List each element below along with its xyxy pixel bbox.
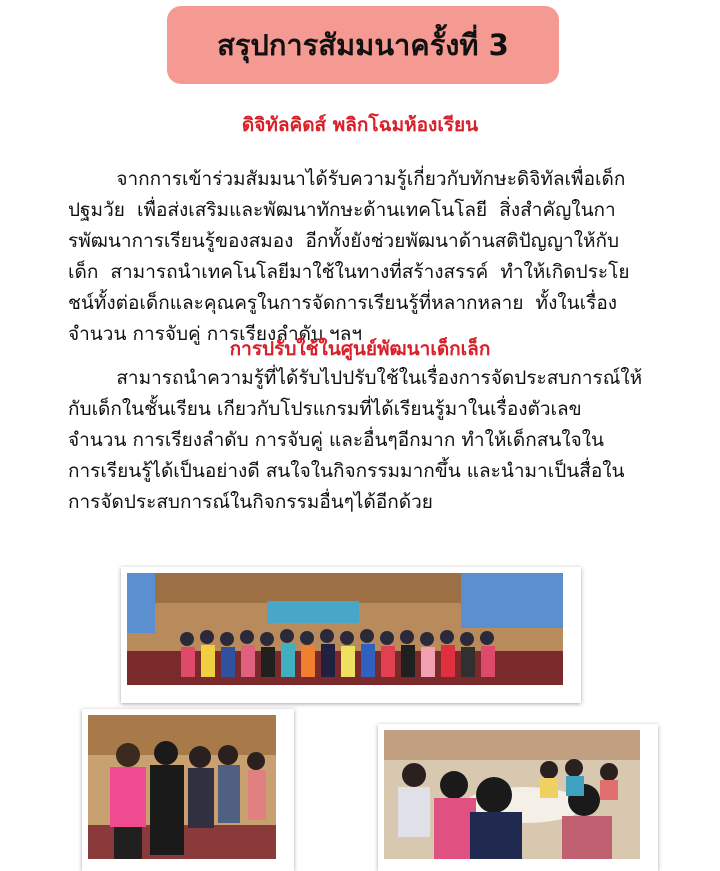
- paragraph-summary: [68, 164, 660, 350]
- activity-photo-image: [88, 715, 276, 859]
- text-line: จำนวน การเรียงลำดับ การจับคู่ และอื่นๆอีกมาก ทำให้เด็กสนใจใน: [68, 429, 604, 451]
- text-line: กับเด็กในชั้นเรียน เกียวกับโปรแกรมที่ได้เรียนรู้มาในเรื่องตัวเลข: [68, 398, 582, 420]
- title-banner: [167, 6, 559, 84]
- paragraph-application: [68, 363, 660, 518]
- section-heading: การปรับใช้ในศูนย์พัฒนาเด็กเล็ก: [229, 338, 491, 360]
- text-line: จำนวน การจับคู่ การเรียงลำดับ ฯลฯ: [68, 323, 363, 345]
- tables-photo-image: [384, 730, 640, 859]
- page-title: สรุปการสัมมนาครั้งที่ 3: [217, 28, 509, 62]
- photo-participants-activity: [82, 709, 294, 871]
- text-line: เด็ก สามารถนำเทคโนโลยีมาใช้ในทางที่สร้างสรรค์ ทำให้เกิดประโย: [68, 261, 630, 283]
- text-line: สามารถนำความรู้ที่ได้รับไปปรับใช้ในเรื่องการจัดประสบการณ์ให้: [68, 367, 643, 389]
- photo-group-auditorium: [121, 567, 581, 703]
- subtitle: ดิจิทัลคิดส์ พลิกโฉมห้องเรียน: [241, 114, 479, 136]
- text-line: การจัดประสบการณ์ในกิจกรรมอื่นๆได้อีกด้วย: [68, 491, 433, 513]
- text-line: ปฐมวัย เพื่อส่งเสริมและพัฒนาทักษะด้านเทคโนโลยี สิ่งสำคัญในกา: [68, 199, 616, 221]
- text-line: การเรียนรู้ได้เป็นอย่างดี สนใจในกิจกรรมมากขึ้น และนำมาเป็นสื่อใน: [68, 460, 625, 482]
- text-line: รพัฒนาการเรียนรู้ของสมอง อีกทั้งยังช่วยพัฒนาด้านสติปัญญาให้กับ: [68, 230, 620, 252]
- photo-participants-tables: [378, 724, 658, 871]
- text-line: จากการเข้าร่วมสัมมนาได้รับความรู้เกี่ยวกับทักษะดิจิทัลเพื่อเด็ก: [68, 168, 626, 190]
- text-line: ชน์ทั้งต่อเด็กและคุณครูในการจัดการเรียนรู้ที่หลากหลาย ทั้งในเรื่อง: [68, 292, 618, 314]
- group-photo-image: [127, 573, 563, 685]
